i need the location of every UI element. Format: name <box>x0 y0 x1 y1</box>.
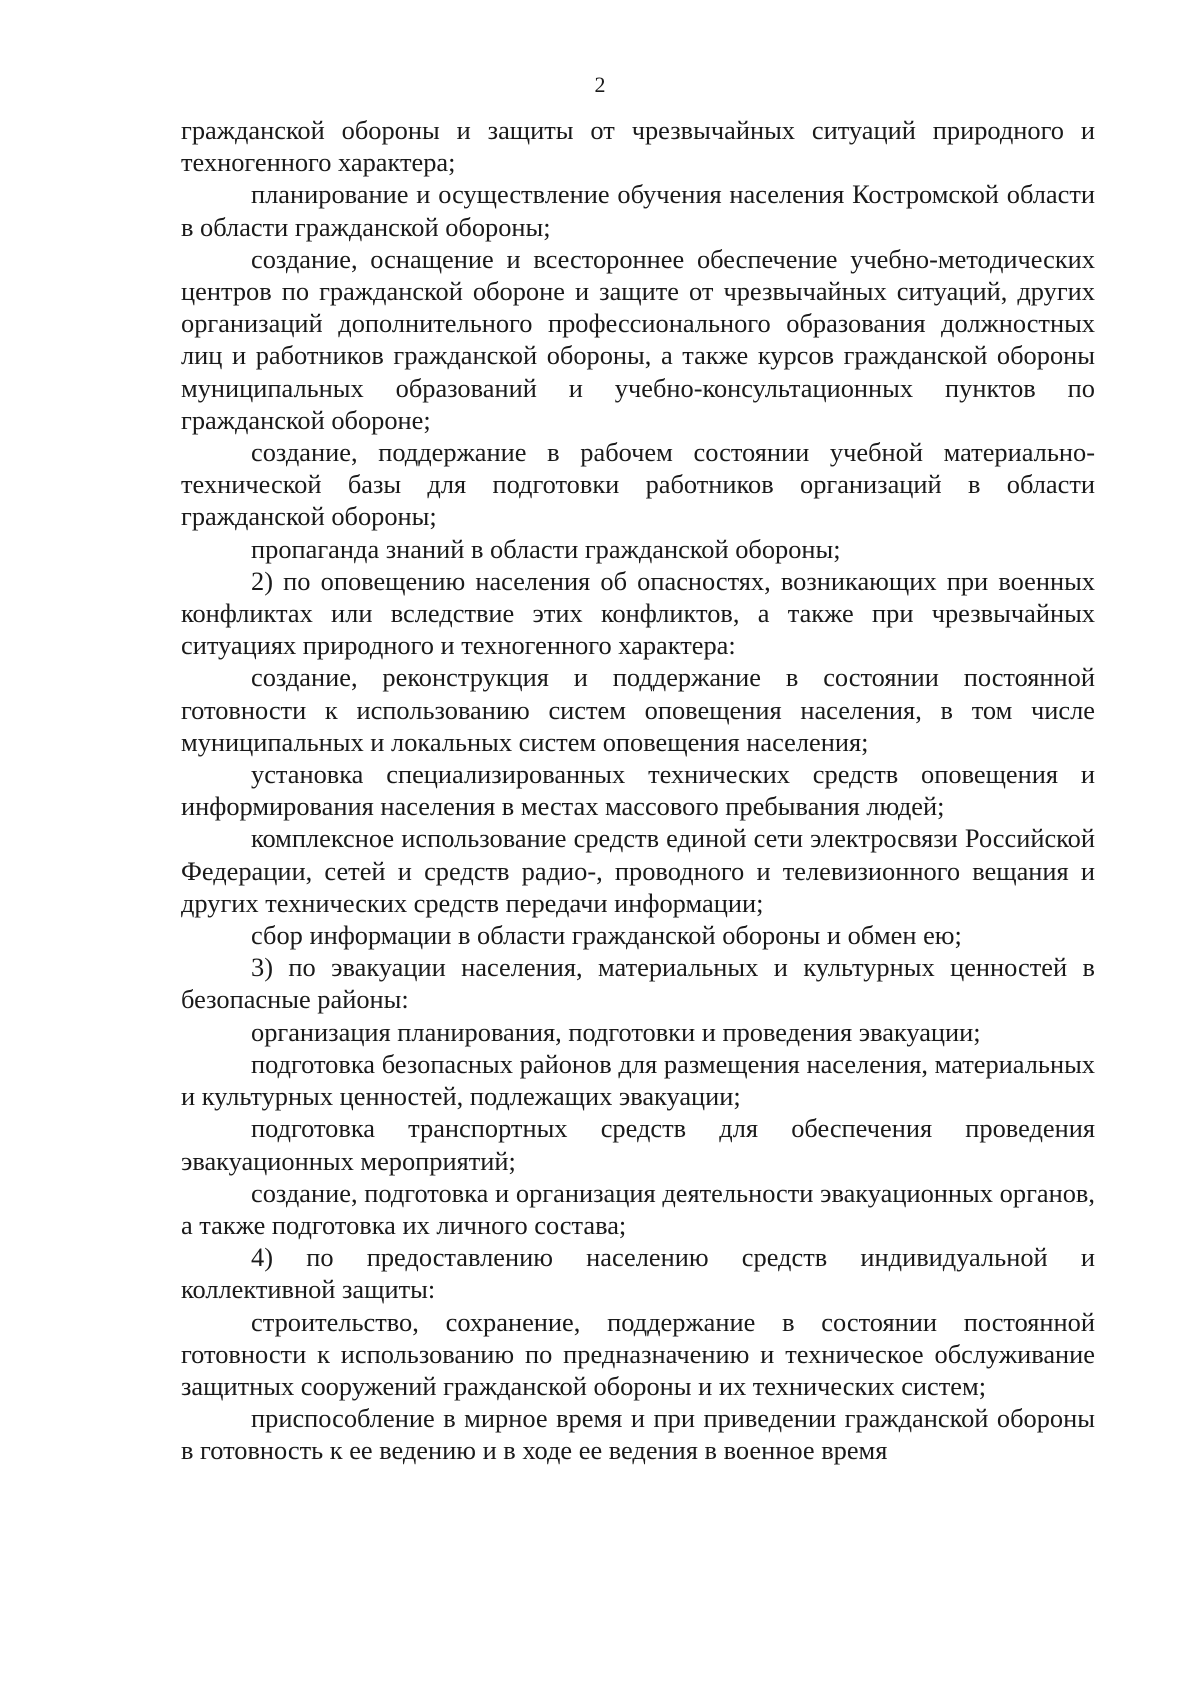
paragraph: создание, оснащение и всестороннее обеспечение учебно-методических центров по гражданской обороне и защите от чрезвычайных ситуаций, других организаций дополнительного профессионального образования должностных лиц и работников гражданской обороны, а также курсов гражданской обороны муниципальных образований и учебно-консультационных пунктов по гражданской обороне; <box>181 243 1095 435</box>
paragraph: создание, реконструкция и поддержание в состоянии постоянной готовности к использованию систем оповещения населения, в том числе муниципальных и локальных систем оповещения населения; <box>181 662 1095 757</box>
paragraph: установка специализированных технических средств оповещения и информирования населения в местах массового пребывания людей; <box>181 759 1095 822</box>
paragraph: подготовка транспортных средств для обеспечения проведения эвакуационных мероприятий; <box>181 1113 1095 1176</box>
paragraph: сбор информации в области гражданской обороны и обмен ею; <box>251 920 962 951</box>
paragraph: подготовка безопасных районов для размещения населения, материальных и культурных ценностей, подлежащих эвакуации; <box>181 1048 1095 1112</box>
paragraph: комплексное использование средств единой сети электросвязи Российской Федерации, сетей и средств радио-, проводного и телевизионного вещания и других технических средств передачи информации; <box>181 823 1095 918</box>
paragraph: 3) по эвакуации населения, материальных и культурных ценностей в безопасные районы: <box>181 952 1095 1015</box>
paragraph: создание, подготовка и организация деятельности эвакуационных органов, а также подготовка их личного состава; <box>181 1177 1095 1240</box>
paragraph: 2) по оповещению населения об опасностях, возникающих при военных конфликтах или вследствие этих конфликтов, а также при чрезвычайных ситуациях природного и техногенного характера: <box>181 565 1095 661</box>
paragraph: пропаганда знаний в области гражданской обороны; <box>251 533 841 564</box>
paragraph: строительство, сохранение, поддержание в состоянии постоянной готовности к использованию по предназначению и техническое обслуживание защитных сооружений гражданской обороны и их технических систем; <box>181 1306 1095 1401</box>
paragraph: гражданской обороны и защиты от чрезвычайных ситуаций природного и техногенного характера; <box>181 115 1095 178</box>
paragraph: планирование и осуществление обучения населения Костромской области в области гражданской обороны; <box>181 179 1095 242</box>
paragraph: приспособление в мирное время и при приведении гражданской обороны в готовность к ее ведению и в ходе ее ведения в военное время <box>181 1403 1095 1466</box>
paragraph: 4) по предоставлению населению средств индивидуальной и коллективной защиты: <box>181 1242 1095 1305</box>
document-body <box>181 114 1095 1467</box>
paragraph: организация планирования, подготовки и проведения эвакуации; <box>251 1016 981 1047</box>
page-number: 2 <box>594 72 606 97</box>
paragraph: создание, поддержание в рабочем состоянии учебной материально-технической базы для подготовки работников организаций в области гражданской обороны; <box>181 437 1095 532</box>
